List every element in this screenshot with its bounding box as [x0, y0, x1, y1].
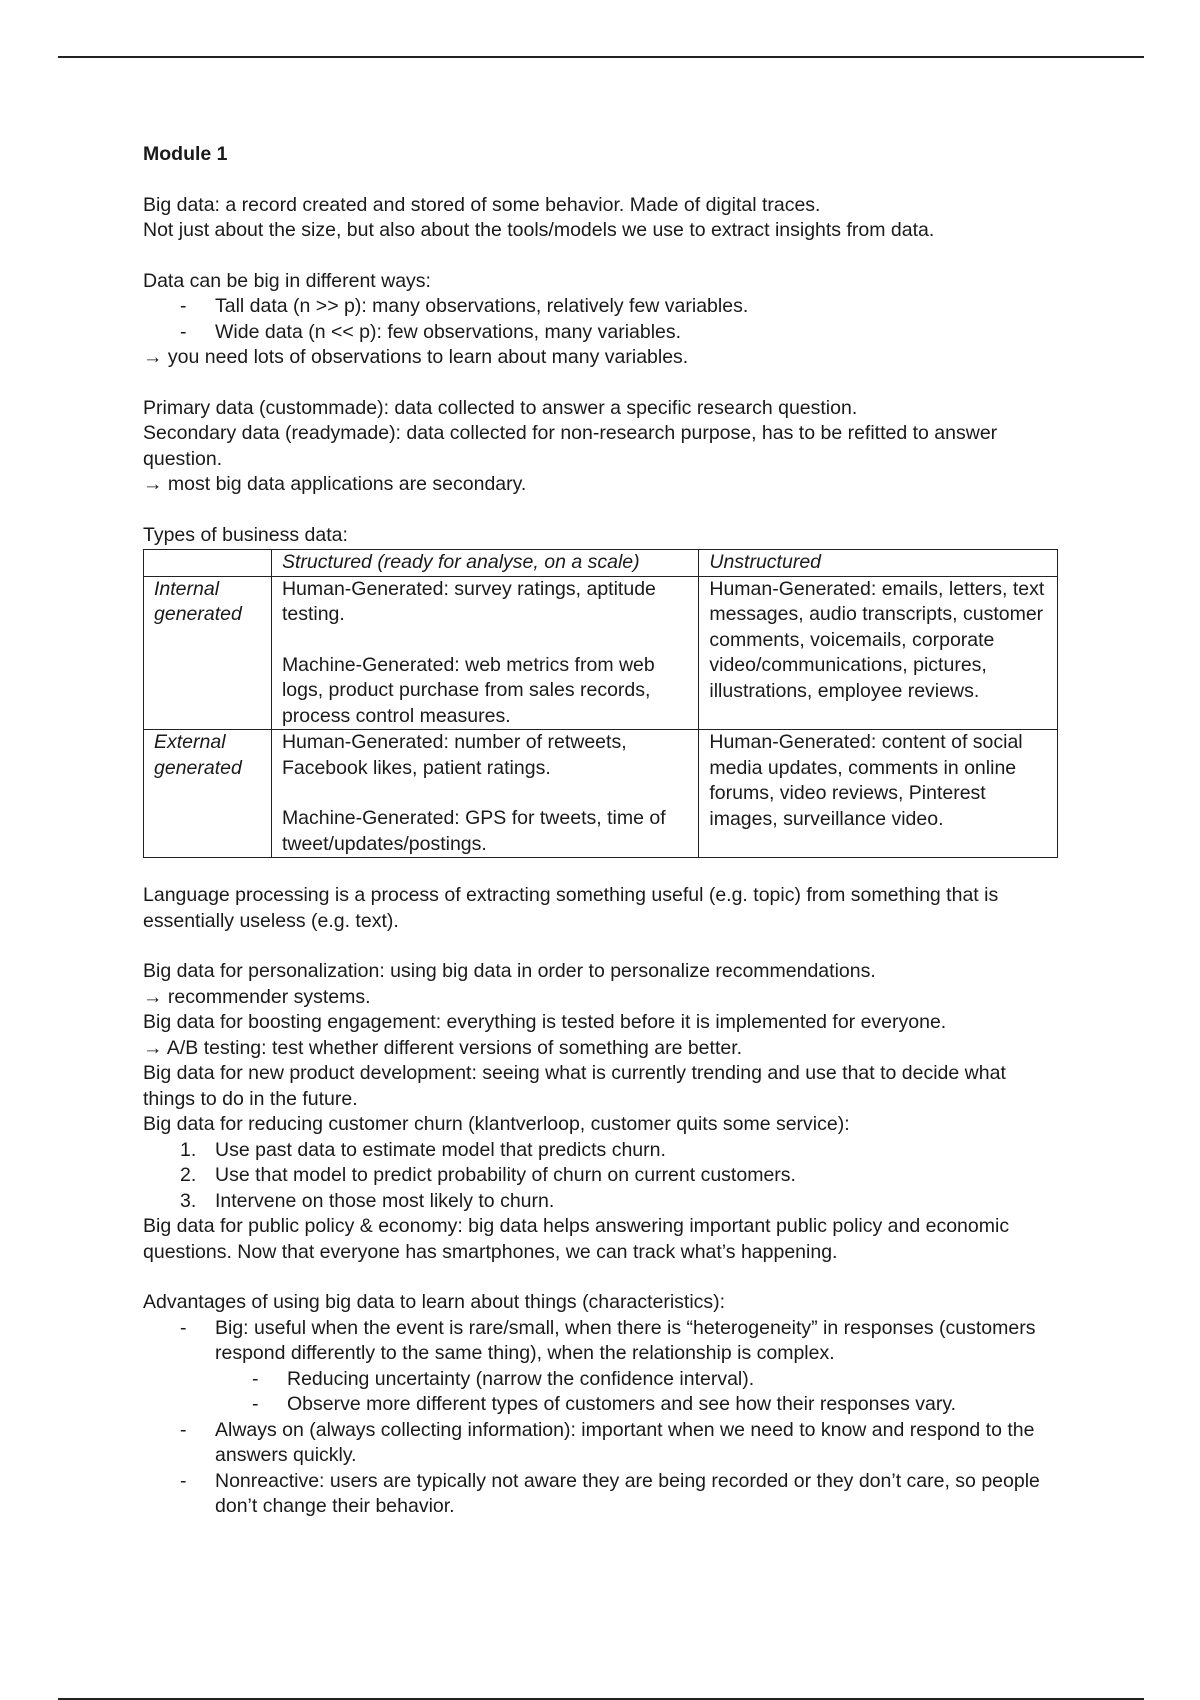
language-processing: Language processing is a process of extracting something useful (e.g. topic) from something that is essentially useless (e.g. text). [143, 884, 999, 932]
module-heading: Module 1 [143, 143, 228, 165]
secondary-conclusion: → most big data applications are secondary. [143, 473, 527, 495]
use-personalization-arrow: → recommender systems. [143, 985, 371, 1008]
list-item: - Nonreactive: users are typically not aware they are being recorded or they don’t care, so people don’t change their behavior. [143, 1469, 1063, 1520]
intro-line-2: Not just about the size, but also about the tools/models we use to extract insights from data. [143, 219, 935, 241]
advantages-list-continued [143, 1418, 1063, 1520]
unstructured-cell: Human-Generated: content of social media updates, comments in online forums, video reviews, Pinterest images, surveillance video. [699, 730, 1058, 858]
intro-line-1: Big data: a record created and stored of some behavior. Made of digital traces. [143, 193, 821, 216]
header-structured: Structured (ready for analyse, on a scale) [271, 550, 698, 577]
table-row [144, 730, 1058, 858]
list-item: - Big: useful when the event is rare/small, when there is “heterogeneity” in responses (customers respond differently to the same thing), when the relationship is complex. [143, 1316, 1063, 1367]
top-rule [58, 56, 1144, 58]
row-label-internal: Internal generated [144, 576, 272, 730]
big-ways-lead: Data can be big in different ways: [143, 269, 431, 292]
use-new-product: Big data for new product development: seeing what is currently trending and use that to decide what things to do in the future. [143, 1062, 1006, 1110]
secondary-data: Secondary data (readymade): data collected for non-research purpose, has to be refitted to answer question. [143, 422, 998, 470]
business-table-lead: Types of business data: [143, 523, 348, 546]
table-cell [271, 576, 698, 730]
use-churn: Big data for reducing customer churn (klantverloop, customer quits some service): [143, 1113, 850, 1135]
churn-steps-list [143, 1138, 1063, 1215]
advantages-list [143, 1316, 1063, 1367]
list-item: 1. Use past data to estimate model that predicts churn. [180, 1138, 666, 1161]
table-cell [271, 730, 698, 858]
table-header-row [144, 550, 1058, 577]
big-ways-conclusion: → you need lots of observations to learn about many variables. [143, 346, 689, 368]
header-unstructured: Unstructured [699, 550, 1058, 577]
unstructured-cell: Human-Generated: emails, letters, text messages, audio transcripts, customer comments, voicemails, corporate video/communications, pictures, illustrations, employee reviews. [699, 576, 1058, 730]
use-engagement: Big data for boosting engagement: everything is tested before it is implemented for everyone. [143, 1011, 947, 1033]
list-item: - Observe more different types of customers and see how their responses vary. [143, 1392, 1063, 1418]
big-ways-list [143, 294, 1063, 345]
document-body [143, 142, 1063, 1520]
list-item: 2. Use that model to predict probability of churn on current customers. [180, 1164, 796, 1186]
list-item: - Always on (always collecting information): important when we need to know and respond to the answers quickly. [143, 1418, 1063, 1469]
list-item: 3. Intervene on those most likely to churn. [180, 1189, 555, 1212]
use-public-policy: Big data for public policy & economy: big data helps answering important public policy and economic questions. Now that everyone has smartphones, we can track what’s happening. [143, 1215, 1010, 1263]
row-label-external: External generated [144, 730, 272, 858]
structured-human: Human-Generated: survey ratings, aptitude testing. [281, 577, 656, 625]
churn-step-text: Use past data to estimate model that predicts churn. [215, 1138, 666, 1161]
use-personalization: Big data for personalization: using big data in order to personalize recommendations. [143, 960, 876, 982]
structured-machine: Machine-Generated: web metrics from web logs, product purchase from sales records, process control measures. [281, 653, 655, 727]
use-engagement-arrow: → A/B testing: test whether different versions of something are better. [143, 1036, 743, 1059]
table-row [144, 576, 1058, 730]
primary-data: Primary data (custommade): data collected to answer a specific research question. [143, 396, 858, 419]
list-item: - Reducing uncertainty (narrow the confidence interval). [143, 1367, 1063, 1393]
structured-human: Human-Generated: number of retweets, Facebook likes, patient ratings. [281, 731, 627, 779]
structured-machine: Machine-Generated: GPS for tweets, time of tweet/updates/postings. [281, 807, 666, 855]
churn-step-text: Intervene on those most likely to churn. [215, 1189, 555, 1212]
list-item: - Tall data (n >> p): many observations, relatively few variables. [143, 294, 1063, 320]
table-corner-cell [144, 550, 272, 577]
advantages-sublist [143, 1367, 1063, 1418]
business-data-table [143, 549, 1058, 858]
list-item: - Wide data (n << p): few observations, many variables. [143, 320, 1063, 346]
advantages-lead: Advantages of using big data to learn about things (characteristics): [143, 1291, 726, 1313]
churn-step-text: Use that model to predict probability of churn on current customers. [215, 1164, 796, 1186]
